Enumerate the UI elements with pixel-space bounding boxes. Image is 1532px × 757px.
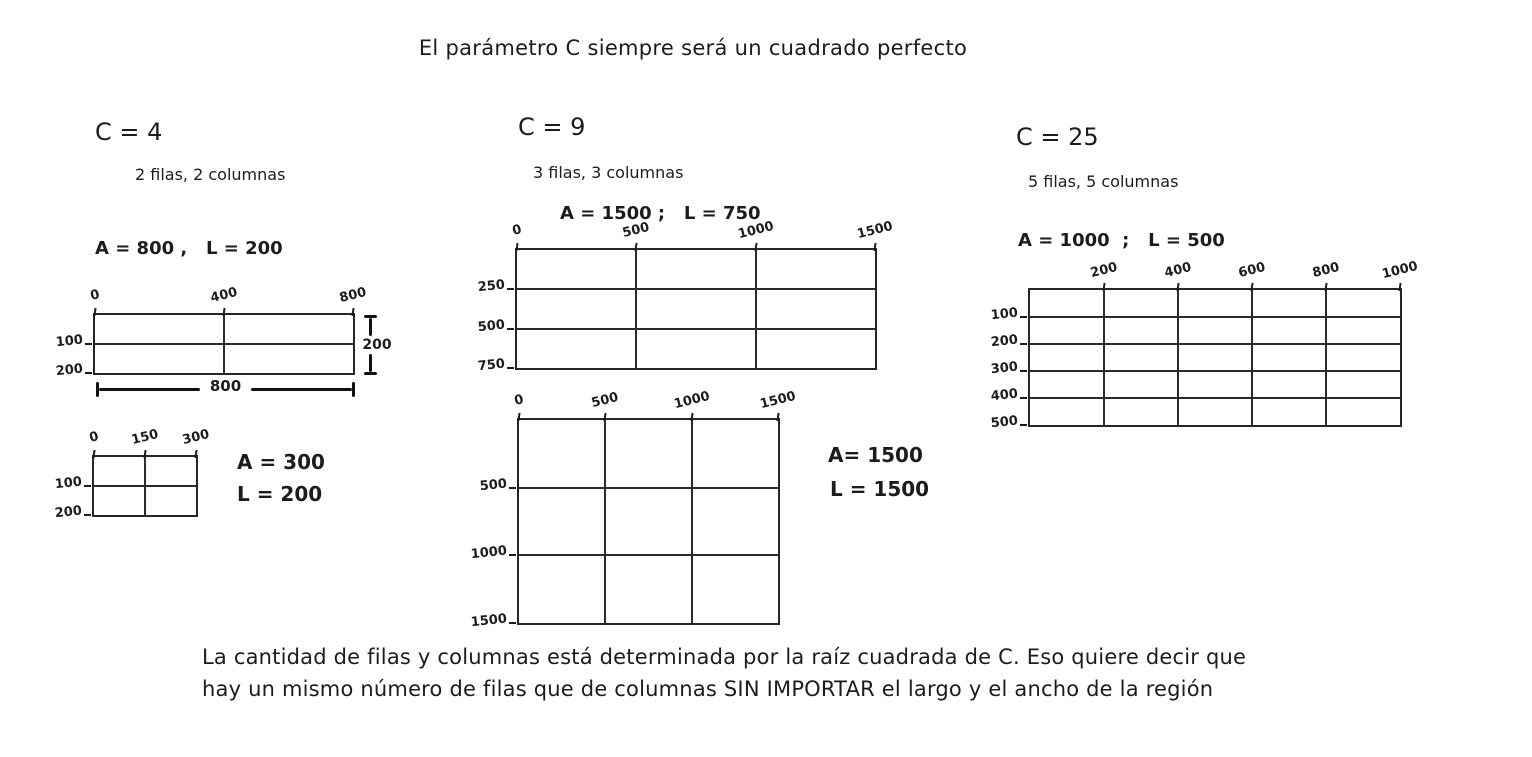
length-label-c9-square: L = 1500 (830, 477, 930, 501)
y-axis-tick (509, 487, 516, 489)
x-axis-tick (690, 413, 693, 421)
x-axis-tick (1324, 283, 1327, 291)
x-axis-tick (1176, 283, 1179, 291)
grid-5x5 (990, 258, 1420, 432)
y-axis-tick-label: 100 (55, 332, 84, 351)
y-axis-tick-label: 500 (479, 476, 508, 494)
y-axis-tick (509, 622, 516, 624)
params-label-c4: A = 800 , L = 200 (95, 238, 283, 259)
x-axis-tick-label: 150 (130, 426, 160, 449)
section-heading-c4: C = 4 (95, 118, 163, 146)
y-axis-tick (507, 367, 514, 369)
x-axis-tick (92, 450, 95, 458)
x-axis-tick-label: 0 (87, 429, 101, 446)
grid-row-line (519, 487, 778, 489)
grid-column-line (1251, 290, 1253, 425)
y-axis-tick (1020, 424, 1027, 426)
y-axis-tick-label: 750 (477, 356, 506, 375)
width-dimension-bracket (96, 377, 355, 398)
y-axis-tick (509, 554, 516, 556)
x-axis-tick-label: 500 (621, 219, 652, 242)
y-axis-tick (84, 514, 91, 516)
x-axis-tick-label: 1000 (736, 218, 776, 243)
params-label-c25: A = 1000 ; L = 500 (1018, 230, 1225, 251)
x-axis-tick-label: 400 (209, 284, 239, 307)
x-axis-tick (351, 308, 354, 316)
x-axis-tick-label: 600 (1237, 259, 1267, 282)
x-axis-tick-label: 400 (1163, 259, 1193, 282)
x-axis-tick (754, 243, 757, 251)
y-axis-tick (507, 288, 514, 290)
x-axis-tick (873, 243, 876, 251)
grid-column-line (1325, 290, 1327, 425)
bracket-segment (251, 388, 352, 391)
y-axis-tick (1020, 343, 1027, 345)
bracket-segment (99, 388, 200, 391)
x-axis-tick-label: 0 (88, 287, 102, 304)
x-axis-tick-label: 500 (590, 389, 621, 412)
footer-text-line1: La cantidad de filas y columnas está determinada por la raíz cuadrada de C. Eso quiere decir que (202, 645, 1247, 669)
y-axis-tick-label: 100 (990, 305, 1019, 324)
y-axis-tick-label: 400 (990, 386, 1019, 405)
y-axis-tick-label: 250 (477, 277, 506, 296)
y-axis-tick-label: 500 (477, 317, 506, 335)
x-axis-tick (635, 243, 638, 251)
x-axis-tick-label: 0 (512, 392, 526, 409)
grid-column-line (1103, 290, 1105, 425)
length-label-c4-small: L = 200 (237, 482, 323, 506)
grid-row-line (1030, 316, 1400, 318)
x-axis-tick (143, 450, 146, 458)
area-label-c9-square: A= 1500 (828, 443, 923, 467)
x-axis-tick-label: 1000 (1380, 258, 1420, 283)
y-axis-tick-label: 200 (54, 503, 83, 522)
bracket-cap (364, 372, 377, 375)
x-axis-tick (1102, 283, 1105, 291)
bracket-cap (352, 382, 355, 397)
x-axis-tick-label: 0 (510, 222, 524, 239)
section-heading-c25: C = 25 (1016, 123, 1099, 151)
x-axis-tick (517, 413, 520, 421)
x-axis-tick-label: 1500 (758, 388, 798, 413)
page-title: El parámetro C siempre será un cuadrado perfecto (418, 36, 968, 60)
grid-row-line (1030, 397, 1400, 399)
grid-row-line (95, 343, 353, 345)
grid-row-line (1030, 343, 1400, 345)
x-axis-tick (604, 413, 607, 421)
height-dimension-label: 200 (362, 337, 392, 353)
x-axis-tick-label: 800 (338, 284, 368, 307)
x-axis-tick-label: 800 (1311, 259, 1341, 282)
y-axis-tick (507, 328, 514, 330)
y-axis-tick-label: 1500 (470, 611, 508, 631)
y-axis-tick-label: 200 (990, 332, 1019, 351)
section-subheading-c4: 2 filas, 2 columnas (135, 165, 286, 184)
y-axis-tick-label: 500 (990, 413, 1019, 432)
y-axis-tick-label: 200 (55, 361, 84, 380)
footer-text-line2: hay un mismo número de filas que de columnas SIN IMPORTAR el largo y el ancho de la región (202, 677, 1214, 701)
x-axis-tick (776, 413, 779, 421)
grid-column-line (755, 250, 757, 368)
height-dimension-bracket (357, 315, 392, 375)
grid-2x2-small (54, 426, 211, 522)
grid-row-line (517, 288, 875, 290)
grid-row-line (94, 485, 196, 487)
grid-column-line (1177, 290, 1179, 425)
params-label-c9: A = 1500 ; L = 750 (560, 203, 761, 224)
grid-column-line (691, 420, 693, 623)
x-axis-tick-label: 1500 (855, 218, 895, 243)
x-axis-tick-label: 300 (181, 426, 211, 449)
section-heading-c9: C = 9 (518, 113, 586, 141)
y-axis-tick (1020, 370, 1027, 372)
width-dimension-label: 800 (209, 377, 242, 395)
grid-2x2-large (55, 284, 368, 380)
grid-row-line (517, 328, 875, 330)
bracket-segment (369, 318, 372, 336)
x-axis-tick (1398, 283, 1401, 291)
x-axis-tick-label: 1000 (672, 388, 712, 413)
grid-row-line (1030, 370, 1400, 372)
y-axis-tick (1020, 397, 1027, 399)
x-axis-tick (93, 308, 96, 316)
y-axis-tick-label: 1000 (470, 543, 508, 563)
grid-column-line (635, 250, 637, 368)
y-axis-tick-label: 300 (990, 359, 1019, 378)
y-axis-tick (85, 372, 92, 374)
grid-row-line (519, 554, 778, 556)
y-axis-tick-label: 100 (54, 474, 83, 493)
bracket-segment (369, 354, 372, 372)
grid-column-line (604, 420, 606, 623)
x-axis-tick (1250, 283, 1253, 291)
section-subheading-c25: 5 filas, 5 columnas (1028, 172, 1179, 191)
grid-3x3-square (470, 388, 798, 631)
x-axis-tick (222, 308, 225, 316)
y-axis-tick (84, 485, 91, 487)
y-axis-tick (1020, 316, 1027, 318)
x-axis-tick (194, 450, 197, 458)
area-label-c4-small: A = 300 (237, 450, 325, 474)
section-subheading-c9: 3 filas, 3 columnas (533, 163, 684, 182)
y-axis-tick (85, 343, 92, 345)
grid-3x3-wide (477, 218, 895, 375)
x-axis-tick (515, 243, 518, 251)
x-axis-tick-label: 200 (1089, 259, 1119, 282)
